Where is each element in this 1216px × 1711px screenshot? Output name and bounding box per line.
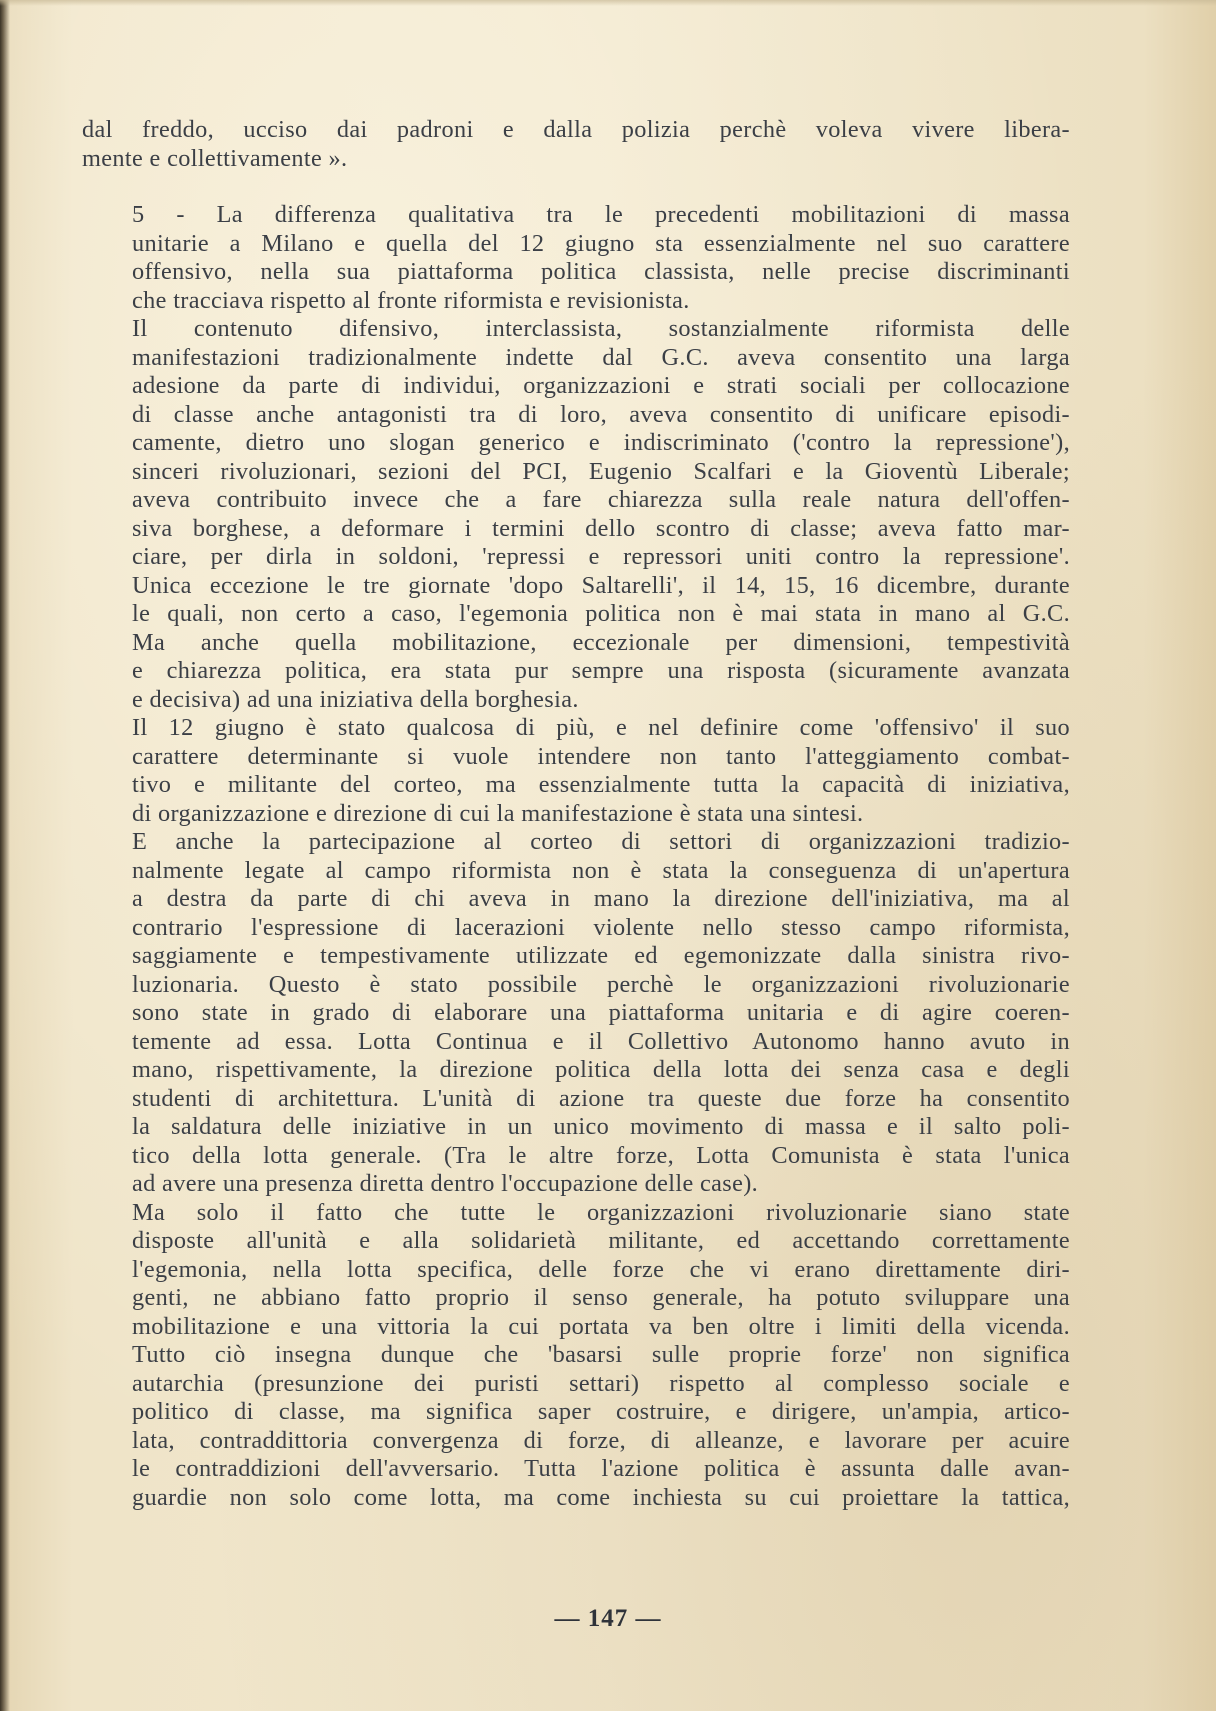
page-top-edge [0,0,1216,6]
text-line: mente e collettivamente ». [82,144,348,172]
text-line: tico della lotta generale. (Tra le altre forze, Lotta Comunista è stata l'unica [132,1141,1070,1169]
paragraph-section-5 [82,201,1070,315]
text-line: Ma solo il fatto che tutte le organizzazioni rivoluzionarie siano state [132,1198,1070,1226]
text-line: Unica eccezione le tre giornate 'dopo Saltarelli', il 14, 15, 16 dicembre, durante [132,571,1070,599]
page-number: — 147 — [554,1605,662,1632]
paragraph [82,629,1070,715]
text-line: Tutto ciò insegna dunque che 'basarsi sulle proprie forze' non significa [132,1341,1070,1368]
text-line: a destra da parte di chi aveva in mano la direzione dell'iniziativa, ma al [132,885,1070,912]
text-line: sinceri rivoluzionari, sezioni del PCI, Eugenio Scalfari e la Gioventù Liberale; [132,457,1070,485]
text-line: sono state in grado di elaborare una piattaforma unitaria e di agire coeren- [132,999,1070,1026]
text-line: tivo e militante del corteo, ma essenzialmente tutta la capacità di iniziativa, [132,771,1070,798]
text-line: le contraddizioni dell'avversario. Tutta l'azione politica è assunta dalle avan- [132,1455,1070,1482]
text-line: E anche la partecipazione al corteo di settori di organizzazioni tradizio- [132,828,1070,855]
text-line: unitarie a Milano e quella del 12 giugno sta essenzialmente nel suo carattere [132,229,1070,257]
text-line: l'egemonia, nella lotta specifica, delle forze che vi erano direttamente diri- [132,1255,1070,1283]
text-line: la saldatura delle iniziative in un unico movimento di massa e il salto poli- [132,1113,1070,1140]
paragraph [82,1199,1070,1342]
text-line: luzionaria. Questo è stato possibile perchè le organizzazioni rivoluzionarie [132,970,1070,998]
text-line: carattere determinante si vuole intendere non tanto l'atteggiamento combat- [132,742,1070,770]
text-line: aveva contribuito invece che a fare chiarezza sulla reale natura dell'offen- [132,486,1070,513]
text-line: e chiarezza politica, era stata pur sempre una risposta (sicuramente avanzata [132,657,1070,684]
text-line: temente ad essa. Lotta Continua e il Collettivo Autonomo hanno avuto in [132,1027,1070,1055]
paragraph [82,714,1070,828]
text-line: siva borghese, a deformare i termini dello scontro di classe; aveva fatto mar- [132,514,1070,542]
paragraph [82,1341,1070,1512]
text-line: dal freddo, ucciso dai padroni e dalla polizia perchè voleva vivere libera- [82,116,1070,143]
text-line: ciare, per dirla in soldoni, 'repressi e repressori uniti contro la repressione'. [132,543,1070,570]
text-line: mobilitazione e una vittoria la cui portata va ben oltre i limiti della vicenda. [132,1312,1070,1340]
paragraph [82,315,1070,629]
text-line: di organizzazione e direzione di cui la manifestazione è stata una sintesi. [132,799,864,827]
text-line: lata, contraddittoria convergenza di forze, di alleanze, e lavorare per acuire [132,1426,1070,1454]
text-line: nalmente legate al campo riformista non è stata la conseguenza di un'apertura [132,856,1070,884]
text-line: politico di classe, ma significa saper costruire, e dirigere, un'ampia, artico- [132,1398,1070,1425]
text-line: contrario l'espressione di lacerazioni violente nello stesso campo riformista, [132,913,1070,941]
text-line: mano, rispettivamente, la direzione politica della lotta dei senza casa e degli [132,1056,1070,1083]
text-line: offensivo, nella sua piattaforma politica classista, nelle precise discriminanti [132,258,1070,285]
text-line: saggiamente e tempestivamente utilizzate ed egemonizzate dalla sinistra rivo- [132,942,1070,969]
text-line: adesione da parte di individui, organizzazioni e strati sociali per collocazione [132,372,1070,399]
text-line: Il contenuto difensivo, interclassista, sostanzialmente riformista delle [132,315,1070,342]
text-line: che tracciava rispetto al fronte riformista e revisionista. [132,286,690,314]
text-line: Ma anche quella mobilitazione, eccezionale per dimensioni, tempestività [132,628,1070,656]
text-line: disposte all'unità e alla solidarietà militante, ed accettando correttamente [132,1227,1070,1254]
paragraph [82,828,1070,1199]
paragraph [82,116,1070,173]
text-line: manifestazioni tradizionalmente indette dal G.C. aveva consentito una larga [132,343,1070,371]
text-line: ad avere una presenza diretta dentro l'occupazione delle case). [132,1170,759,1197]
page-binding-edge [0,0,10,1711]
text-line: guardie non solo come lotta, ma come inchiesta su cui proiettare la tattica, [132,1483,1070,1511]
text-line: e decisiva) ad una iniziativa della borghesia. [132,685,579,713]
text-line: studenti di architettura. L'unità di azione tra queste due forze ha consentito [132,1084,1070,1112]
text-line: le quali, non certo a caso, l'egemonia politica non è mai stata in mano al G.C. [132,600,1070,627]
text-line: di classe anche antagonisti tra di loro, aveva consentito di unificare episodi- [132,400,1070,428]
text-line: genti, ne abbiano fatto proprio il senso generale, ha potuto sviluppare una [132,1284,1070,1311]
text-line: 5 - La differenza qualitativa tra le precedenti mobilitazioni di massa [132,201,1070,228]
document-body [82,116,1070,1512]
text-line: camente, dietro uno slogan generico e indiscriminato ('contro la repressione'), [132,429,1070,456]
text-line: Il 12 giugno è stato qualcosa di più, e nel definire come 'offensivo' il suo [132,714,1070,741]
text-line: autarchia (presunzione dei puristi settari) rispetto al complesso sociale e [132,1369,1070,1397]
